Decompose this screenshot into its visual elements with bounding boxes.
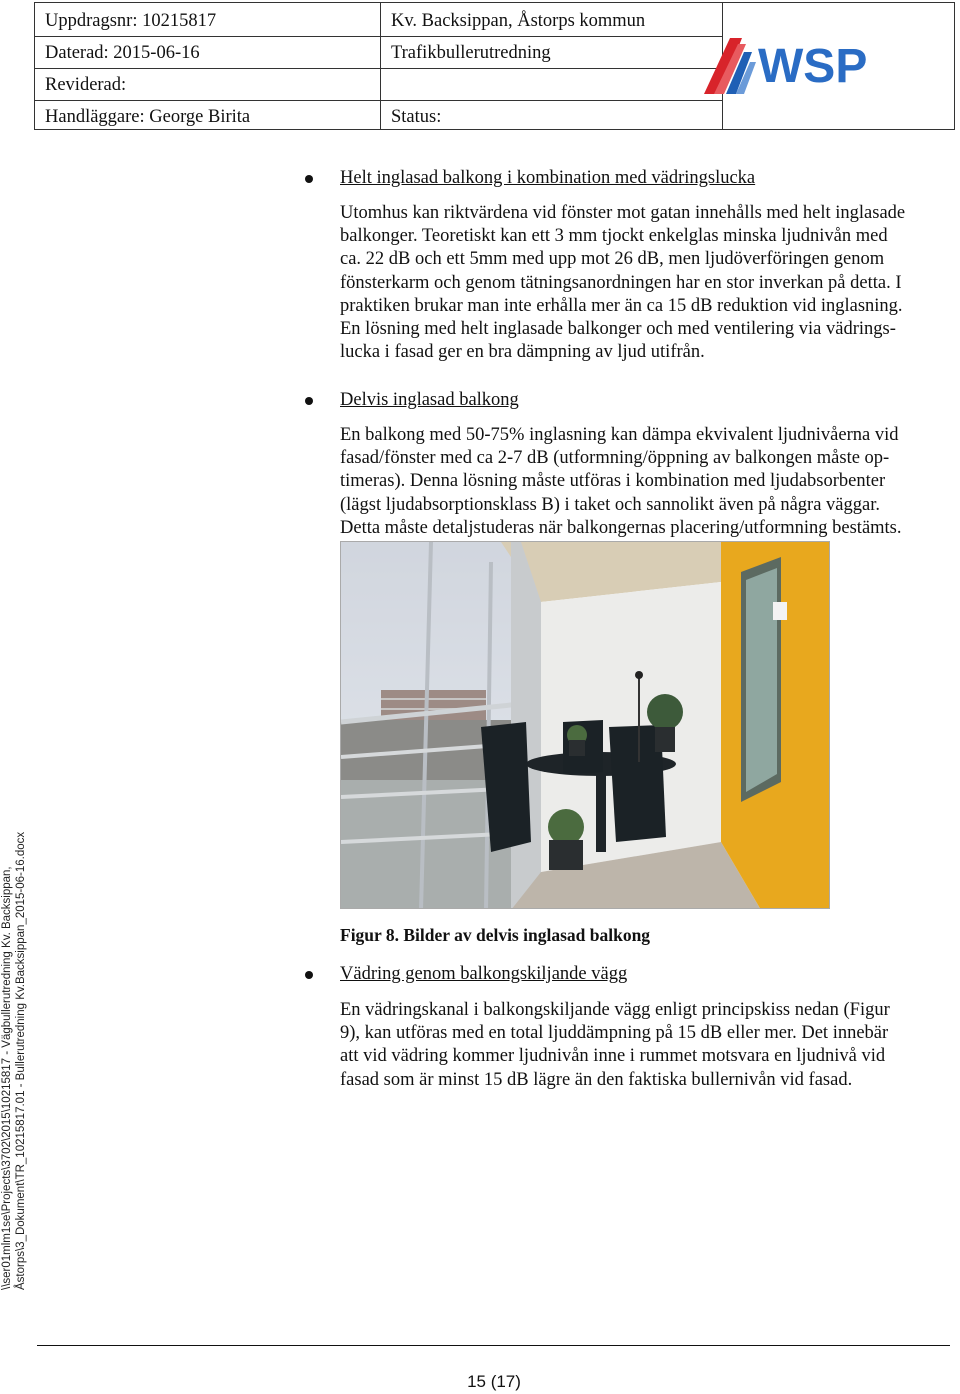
bullet: [305, 175, 313, 183]
project-number: Uppdragsnr: 10215817: [45, 11, 217, 31]
date: Daterad: 2015-06-16: [45, 43, 200, 63]
bullet: [305, 971, 313, 979]
paragraph: Utomhus kan riktvärdena vid fönster mot gatan innehålls med helt inglasade balkonger. Teoretiskt kan ett 3 mm tjockt enkelglas minska ljudnivån med ca. 22 dB och ett 5mm med upp mot 26 dB, men ljudöverföringen genom fönsterkarm och genom tätningsanordningen har en stor inverkan på detta. I praktiken brukar man inte erhålla mer än ca 15 dB reduktion vid inglasning. En lösning med helt inglasade balkonger och med ventilering via vädrings- lucka i fasad ger en bra dämpning av ljud utifrån.: [340, 203, 906, 363]
file-path: \\ser01mlm1se\Projects\3702\2015\10215817 - Vägbullerutredning Kv. Backsippan, Åstorps\3_Dokument\TR_10215817.01 - Bullerutredning Kv.Backsippan_2015-06-16.docx: [1, 831, 27, 1290]
balcony-photo: [340, 541, 830, 909]
page-number: 15 (17): [467, 1372, 521, 1391]
wsp-logo: [700, 34, 886, 96]
project-name: Kv. Backsippan, Åstorps kommun: [391, 11, 646, 31]
paragraph: En vädringskanal i balkongskiljande vägg enligt principskiss nedan (Figur 9), kan utföras med en total ljuddämpning på 15 dB eller mer. Det innebär att vid vädring kommer ljudnivån inne i rummet motsvara en ljudnivå vid fasad som är minst 15 dB lägre än den faktiska bullernivån vid fasad.: [340, 1000, 890, 1090]
status: Status:: [391, 107, 442, 127]
handler: Handläggare: George Birita: [45, 107, 251, 127]
footer-rule: [37, 1345, 950, 1346]
header-divider: [35, 36, 722, 37]
header-divider: [35, 68, 722, 69]
svg-text:WSP: WSP: [758, 40, 868, 93]
section-heading: Delvis inglasad balkong: [340, 390, 519, 410]
section-heading: Vädring genom balkongskiljande vägg: [340, 964, 628, 984]
report-type: Trafikbullerutredning: [391, 43, 551, 63]
figure-caption: Figur 8. Bilder av delvis inglasad balkong: [340, 925, 651, 945]
header-divider: [35, 100, 722, 101]
paragraph: En balkong med 50-75% inglasning kan dämpa ekvivalent ljudnivåerna vid fasad/fönster med ca 2-7 dB (utformning/öppning av balkongen måste op- timeras). Denna lösning måste utföras i kombination med ljudabsorbenter (lägst ljudabsorptionsklass B) i taket och sannolikt även på några väggar. Detta måste detaljstuderas när balkongernas placering/utformning bestämts.: [340, 425, 902, 538]
section-heading: Helt inglasad balkong i kombination med vädringslucka: [340, 168, 756, 188]
bullet: [305, 397, 313, 405]
revised: Reviderad:: [45, 75, 127, 95]
header-divider: [380, 3, 381, 129]
